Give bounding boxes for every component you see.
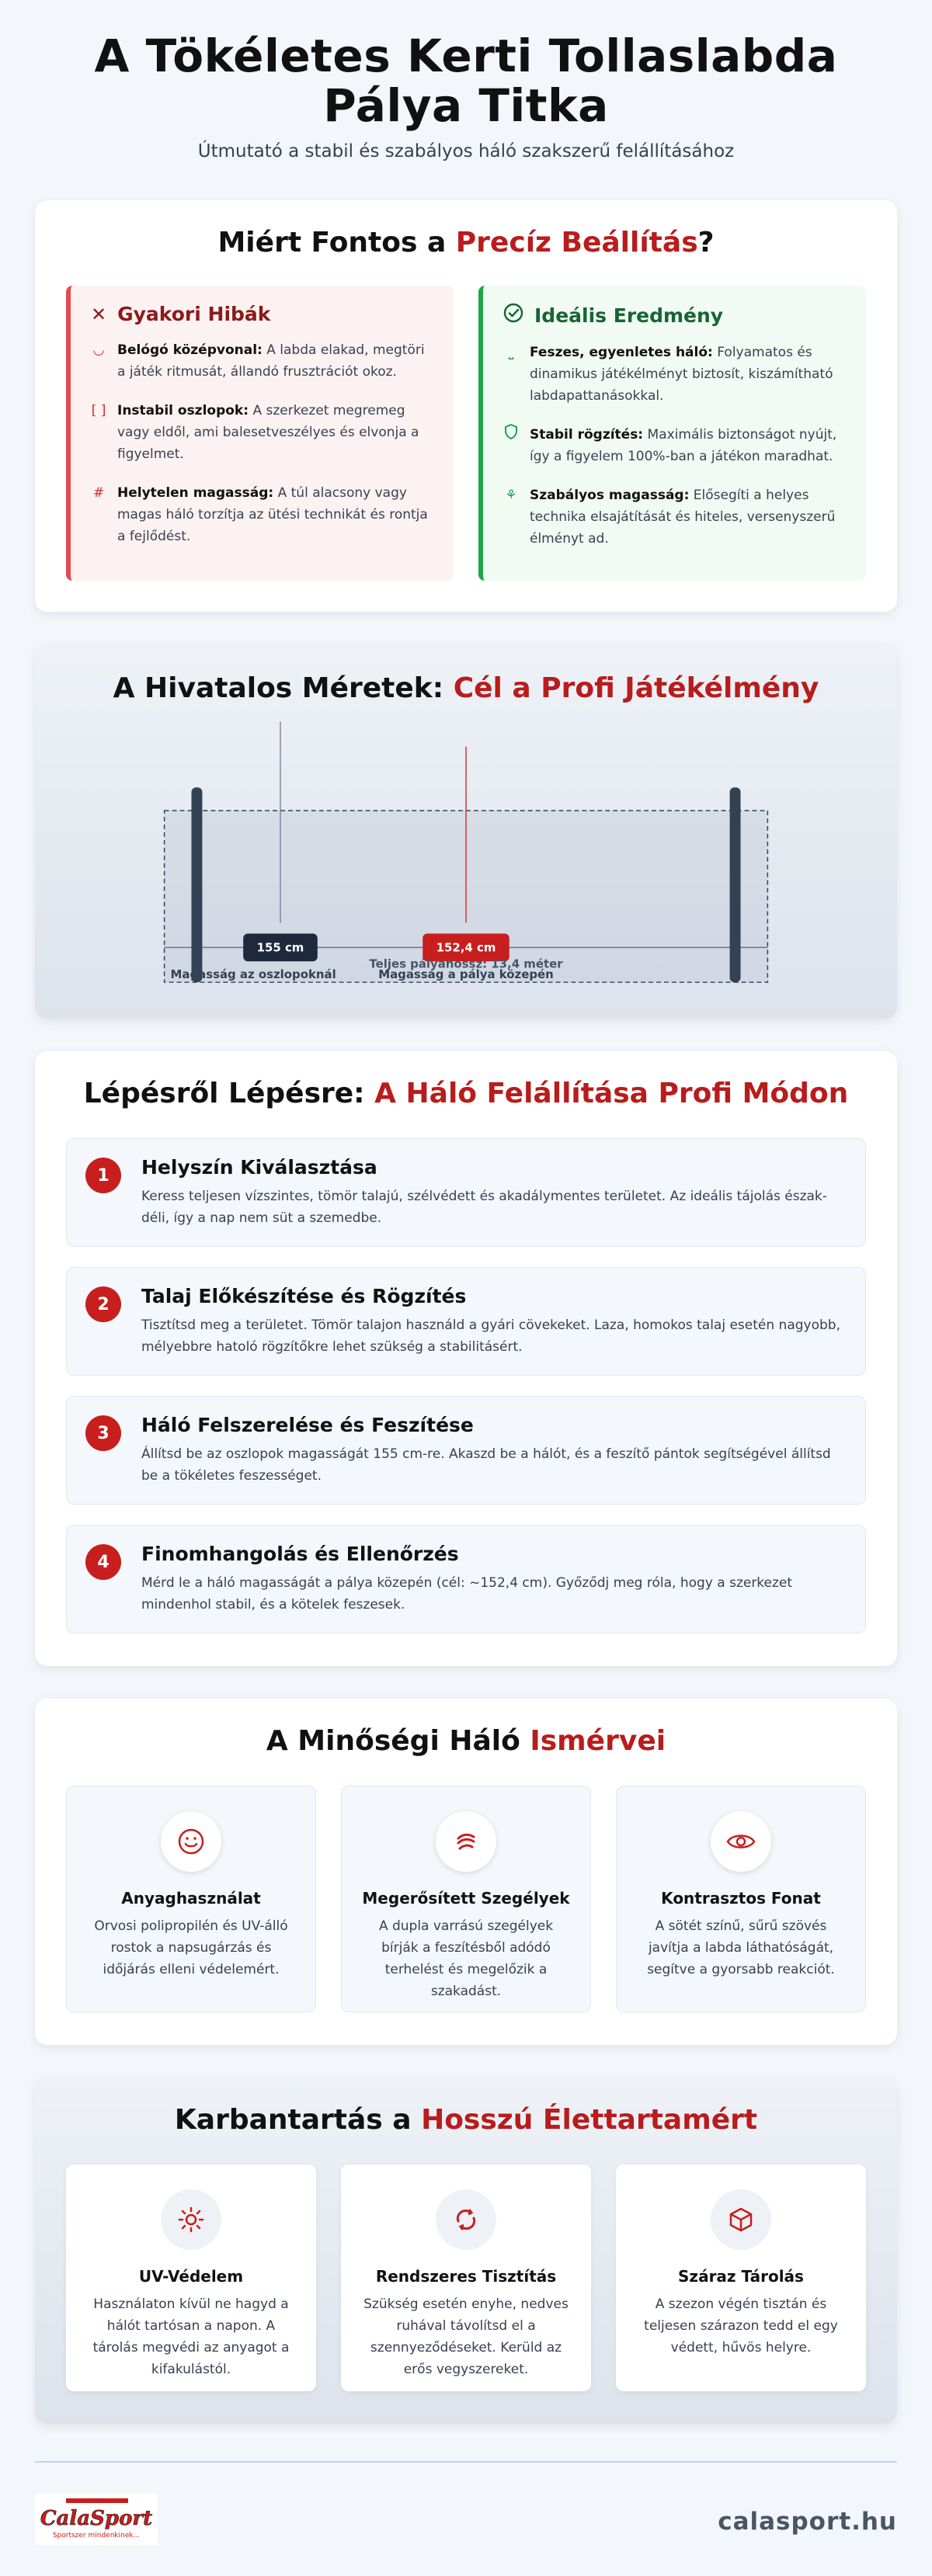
- step-card: [66, 1396, 866, 1505]
- title-line-1: A Tökéletes Kerti Tollaslabda: [94, 30, 838, 82]
- step-title: Háló Felszerelése és Feszítése: [141, 1414, 474, 1436]
- step-title: Talaj Előkészítése és Rögzítés: [141, 1285, 467, 1307]
- steps-section: [35, 1051, 897, 1666]
- quality-title: [35, 1725, 897, 1757]
- item-text: A labda elakad, megtöri a játék ritmusát, állandó frusztrációt okoz.: [117, 342, 425, 380]
- title-line-2: Pálya Titka: [323, 79, 609, 132]
- item-label: Stabil rögzítés:: [530, 427, 644, 443]
- item-text: Folyamatos és dinamikus játékélményt biztosít, kiszámítható labdapattanásokkal.: [530, 345, 833, 404]
- maintenance-title: [35, 2104, 897, 2136]
- dimensions-title-prefix: A Hivatalos Méretek:: [113, 672, 454, 704]
- court-length-label: Teljes pályahossz: 13,4 méter: [369, 956, 563, 971]
- step-text: Állítsd be az oszlopok magasságát 155 cm-re. Akaszd be a hálót, és a feszítő pántok segítségével állítsd be a tökéletes feszességet.: [141, 1446, 831, 1484]
- step-card: [66, 1525, 866, 1633]
- fabric-icon: [436, 1811, 496, 1872]
- mistakes-heading: Gyakori Hibák: [117, 303, 271, 325]
- item-label: Szabályos magasság:: [530, 488, 690, 503]
- feature-text: A sötét színű, sűrű szövés javítja a labda láthatóságát, segítve a gyorsabb reakciót.: [647, 1918, 835, 1977]
- list-item: [503, 484, 846, 550]
- shield-icon: [503, 424, 519, 467]
- maintenance-section: [35, 2078, 897, 2424]
- list-item: [91, 482, 433, 547]
- smiley-icon: [161, 1811, 221, 1872]
- footer: [35, 2461, 897, 2540]
- why-title-highlight: Precíz Beállítás: [455, 227, 698, 259]
- feature-text: Használaton kívül ne hagyd a hálót tartósan a napon. A tárolás megvédi az anyagot a kifakulástól.: [92, 2297, 290, 2377]
- item-text: A szerkezet megremeg vagy eldől, ami balesetveszélyes és elvonja a figyelmet.: [117, 403, 419, 462]
- dimensions-section: [35, 644, 897, 1019]
- feature-title: Megerősített Szegélyek: [362, 1889, 570, 1908]
- logo-tagline: Sportszer mindenkinek...: [52, 2532, 141, 2540]
- taut-net-icon: ⎵: [508, 345, 514, 360]
- list-item: [503, 342, 846, 407]
- center-height-value: 152,4 cm: [436, 940, 496, 955]
- eye-icon: [711, 1811, 771, 1872]
- dimensions-title-highlight: Cél a Profi Játékélmény: [453, 672, 819, 704]
- box-icon: [711, 2189, 771, 2250]
- list-item: [503, 424, 846, 467]
- feature-title: UV-Védelem: [138, 2267, 244, 2286]
- feature-card: [341, 1786, 591, 2012]
- item-label: Instabil oszlopok:: [117, 403, 249, 418]
- feature-card: [66, 2165, 316, 2391]
- steps-title: [35, 1078, 897, 1109]
- maintenance-title-highlight: Hosszú Élettartamért: [421, 2104, 758, 2136]
- ideal-heading: Ideális Eredmény: [534, 304, 724, 327]
- why-title-prefix: Miért Fontos a: [217, 227, 456, 259]
- site-link[interactable]: calasport.hu: [718, 2508, 897, 2536]
- page-title: [0, 31, 932, 130]
- page-subtitle: Útmutató a stabil és szabályos háló szakszerű felállításához: [197, 141, 735, 161]
- item-text: Elősegíti a helyes technika elsajátítását és hiteles, versenyszerű élményt ad.: [530, 488, 836, 547]
- step-number: 2: [85, 1286, 121, 1322]
- steps-title-prefix: Lépésről Lépésre:: [83, 1078, 375, 1109]
- list-item: [91, 339, 433, 383]
- list-item: [91, 400, 433, 465]
- step-text: Tisztítsd meg a területet. Tömör talajon használd a gyári cövekeket. Laza, homokos talaj esetén nagyobb, mélyebbre hatoló rögzítőkre lehet szükség a stabilitásért.: [141, 1318, 840, 1355]
- step-number: 1: [85, 1158, 121, 1193]
- feature-card: [616, 1786, 866, 2012]
- common-mistakes-panel: [66, 286, 454, 581]
- feature-title: Száraz Tárolás: [678, 2267, 804, 2286]
- plant-icon: ⚘: [505, 488, 517, 503]
- feature-text: Szükség esetén enyhe, nedves ruhával távolítsd el a szennyeződéseket. Kerüld az erős vegyszereket.: [363, 2297, 569, 2377]
- feature-text: A szezon végén tisztán és teljesen szárazon tedd el egy védett, hűvös helyre.: [644, 2297, 838, 2356]
- ideal-result-panel: [478, 286, 866, 581]
- item-label: Helytelen magasság:: [117, 485, 274, 501]
- check-circle-icon: [503, 303, 523, 328]
- unstable-post-icon: [ ]: [91, 403, 106, 418]
- item-label: Feszes, egyenletes háló:: [530, 345, 713, 360]
- logo-wordmark: CalaSport: [40, 2507, 153, 2530]
- why-section: [35, 200, 897, 612]
- left-post: [191, 787, 202, 982]
- item-text: A túl alacsony vagy magas háló torzítja az ütési technikát és rontja a fejlődést.: [117, 485, 428, 544]
- feature-card: [66, 1786, 316, 2012]
- maintenance-title-prefix: Karbantartás a: [174, 2104, 422, 2136]
- feature-card: [341, 2165, 591, 2391]
- right-post: [730, 787, 741, 982]
- feature-title: Rendszeres Tisztítás: [375, 2267, 557, 2286]
- post-height-label: Magasság az oszlopoknál: [170, 967, 336, 982]
- why-title: [35, 227, 897, 259]
- sun-icon: [161, 2189, 221, 2250]
- sagging-net-icon: ◡: [92, 342, 105, 358]
- feature-title: Anyaghasználat: [121, 1889, 261, 1908]
- step-card: [66, 1138, 866, 1247]
- step-number: 3: [85, 1415, 121, 1451]
- hash-icon: #: [92, 485, 105, 501]
- quality-title-highlight: Ismérvei: [530, 1725, 666, 1757]
- calasport-logo[interactable]: [35, 2494, 158, 2545]
- step-title: Helyszín Kiválasztása: [141, 1156, 377, 1179]
- feature-title: Kontrasztos Fonat: [661, 1889, 821, 1908]
- net-dimensions-diagram: [35, 644, 897, 1017]
- feature-text: Orvosi polipropilén és UV-álló rostok a napsugárzás és időjárás elleni védelemért.: [94, 1918, 288, 1977]
- close-icon: ✕: [91, 303, 107, 325]
- step-text: Mérd le a háló magasságát a pálya közepén (cél: ~152,4 cm). Győződj meg róla, hogy a szerkezet mindenhol stabil, és a kötelek feszesek.: [141, 1575, 793, 1613]
- refresh-icon: [436, 2189, 496, 2250]
- quality-title-prefix: A Minőségi Háló: [266, 1725, 530, 1757]
- center-height-label: Magasság a pálya közepén: [378, 967, 554, 982]
- why-title-suffix: ?: [697, 227, 715, 259]
- step-text: Keress teljesen vízszintes, tömör talajú, szélvédett és akadálymentes területet. Az ideális tájolás észak-déli, így a nap nem süt a szemedbe.: [141, 1189, 827, 1226]
- item-text: Maximális biztonságot nyújt, így a figyelem 100%-ban a játékon maradhat.: [530, 427, 837, 464]
- post-height-value: 155 cm: [256, 940, 304, 955]
- feature-card: [616, 2165, 866, 2391]
- item-label: Belógó középvonal:: [117, 342, 263, 358]
- page-header: [0, 0, 932, 161]
- step-number: 4: [85, 1544, 121, 1580]
- quality-section: [35, 1699, 897, 2045]
- feature-text: A dupla varrású szegélyek bírják a feszítésből adódó terhelést és megelőzik a szakadást.: [378, 1918, 554, 1999]
- step-title: Finomhangolás és Ellenőrzés: [141, 1543, 459, 1565]
- steps-title-highlight: A Háló Felállítása Profi Módon: [374, 1078, 849, 1109]
- step-card: [66, 1267, 866, 1376]
